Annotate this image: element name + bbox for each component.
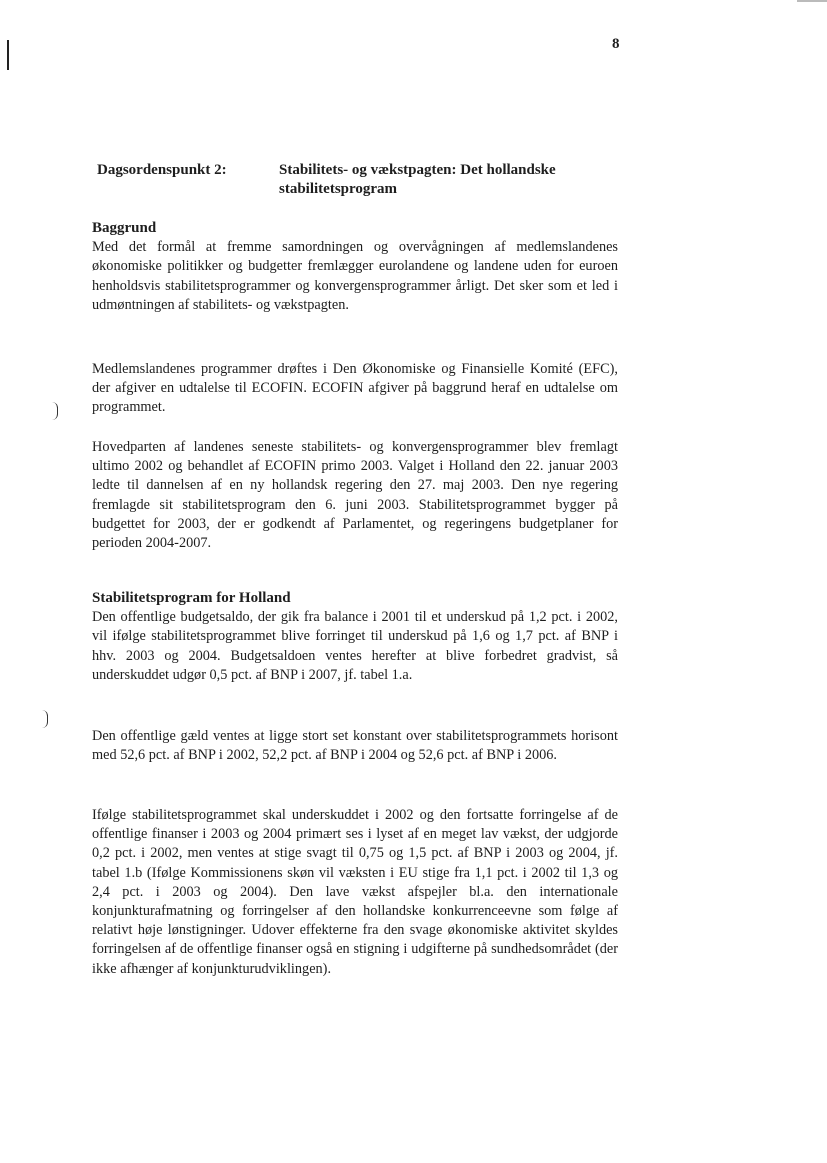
paragraph: Hovedparten af landenes seneste stabilitets- og konvergensprogrammer blev fremlagt ultimo 2002 og behandlet af ECOFIN primo 2003. Valget i Holland den 22. januar 2003 ledte til dannelsen af en ny hollandsk regering den 27. maj 2003. Den nye regering fremlagde sit stabilitetsprogram den 6. juni 2003. Stabilitetsprogrammet bygger på budgettet for 2003, der er godkendt af Parlamentet, og regeringens budgetplaner for perioden 2004-2007. bbox=[92, 439, 618, 552]
paragraph: Ifølge stabilitetsprogrammet skal underskuddet i 2002 og den fortsatte forringelse af de offentlige finanser i 2003 og 2004 primært ses i lyset af en meget lav vækst, der udgjorde 0,2 pct. i 2002, men ventes at stige svagt til 0,75 og 1,5 pct. af BNP i 2003 og 2004, jf. tabel 1.b (Ifølge Kommissionens skøn vil væksten i EU stige fra 1,1 pct. i 2002 til 1,3 og 2,4 pct. i 2003 og 2004). Den lave vækst afspejler bl.a. den internationale konjunkturafmatning og forringelser af den hollandske konkurrenceevne som følge af relativt høje lønstigninger. Udover effekterne fra den svage økonomiske aktivitet skyldes forringelsen af de offentlige finanser også en stigning i udgifterne på sundhedsområdet (der ikke afhænger af konjunkturudviklingen). bbox=[92, 807, 618, 977]
page-number: 8 bbox=[612, 36, 620, 52]
paragraph: Med det formål at fremme samordningen og overvågningen af medlemslandenes økonomiske politikker og budgetter fremlægger eurolandene og landene uden for euroen henholdsvis stabilitetsprogrammer og konvergensprogrammer årligt. Det sker som et led i udmøntningen af stabilitets- og vækstpagten. bbox=[92, 239, 618, 313]
paragraph-block bbox=[92, 806, 618, 979]
section-heading: Stabilitetsprogram for Holland bbox=[92, 590, 291, 606]
section-stabilitetsprogram bbox=[92, 589, 618, 685]
paragraph: Den offentlige gæld ventes at ligge stort set konstant over stabilitetsprogrammets horisont med 52,6 pct. af BNP i 2002, 52,2 pct. af BNP i 2004 og 52,6 pct. af BNP i 2006. bbox=[92, 728, 618, 764]
binder-hole-mark bbox=[52, 402, 58, 420]
section-heading: Baggrund bbox=[92, 220, 157, 236]
section-baggrund bbox=[92, 219, 618, 315]
agenda-label: Dagsordenspunkt 2: bbox=[97, 162, 227, 178]
binder-hole-mark bbox=[42, 710, 48, 728]
paragraph: Den offentlige budgetsaldo, der gik fra balance i 2001 til et underskud på 1,2 pct. i 2002, vil ifølge stabilitetsprogrammet blive forringet til underskud på 1,6 og 1,7 pct. af BNP i hhv. 2003 og 2004. Budgetsaldoen ventes herefter at blive forbedret gradvist, så underskuddet udgør 0,5 pct. af BNP i 2007, jf. tabel 1.a. bbox=[92, 609, 618, 683]
paragraph-block bbox=[92, 438, 618, 553]
paragraph-block bbox=[92, 727, 618, 765]
scan-edge-mark bbox=[7, 40, 9, 70]
agenda-title: Stabilitets- og vækstpagten: Det hollandske stabilitetsprogram bbox=[279, 162, 556, 197]
scan-top-mark bbox=[797, 0, 827, 2]
paragraph: Medlemslandenes programmer drøftes i Den Økonomiske og Finansielle Komité (EFC), der afgiver en udtalelse til ECOFIN. ECOFIN afgiver på baggrund heraf en udtalelse om programmet. bbox=[92, 361, 618, 416]
paragraph-block bbox=[92, 360, 618, 418]
